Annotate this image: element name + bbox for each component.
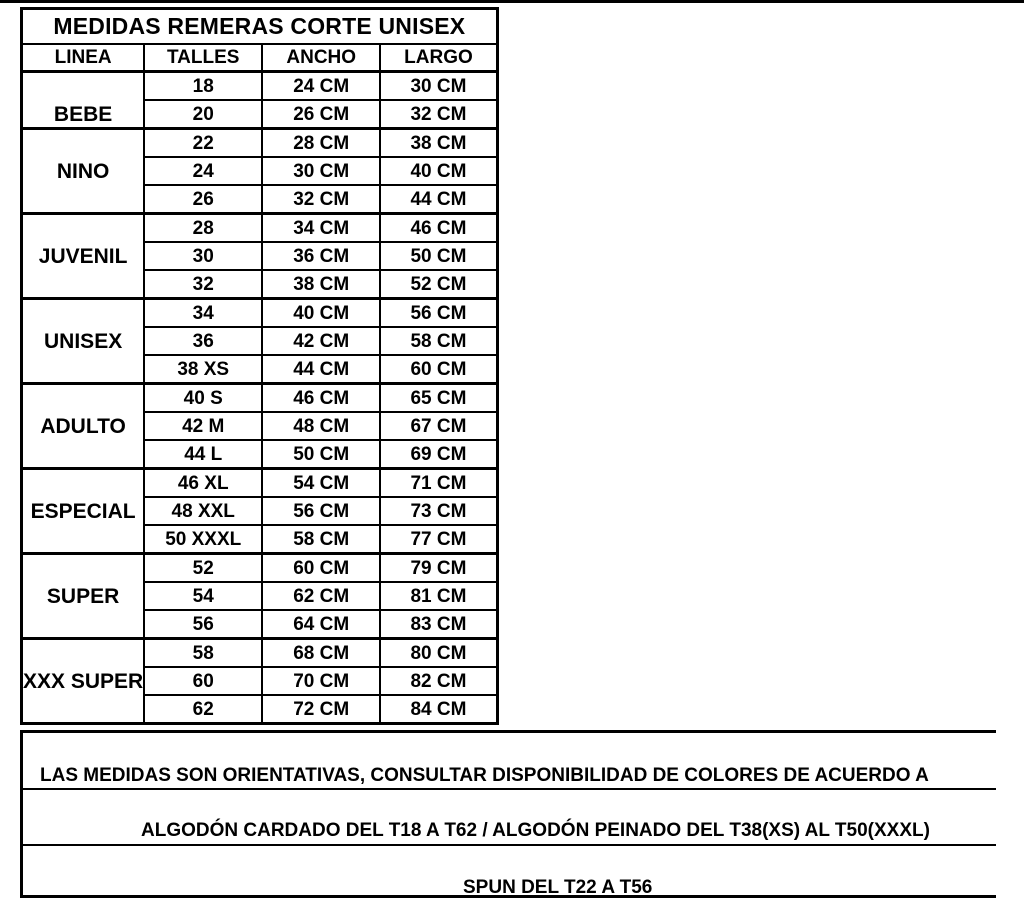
- note-row: [23, 846, 996, 898]
- largo-cell: 65 CM: [380, 384, 497, 413]
- talle-cell: 58: [144, 639, 262, 668]
- table-title: MEDIDAS REMERAS CORTE UNISEX: [22, 9, 498, 45]
- ancho-cell: 34 CM: [262, 214, 380, 243]
- ancho-cell: 42 CM: [262, 327, 380, 355]
- table-row: [22, 384, 498, 413]
- talle-cell: 20: [144, 100, 262, 129]
- ancho-cell: 60 CM: [262, 554, 380, 583]
- notes-box: [20, 730, 996, 898]
- linea-cell: SUPER: [22, 554, 145, 639]
- size-group: [22, 469, 498, 554]
- largo-cell: 83 CM: [380, 610, 497, 639]
- linea-cell: UNISEX: [22, 299, 145, 384]
- table-row: [22, 554, 498, 583]
- largo-cell: 30 CM: [380, 72, 497, 101]
- table-row: [22, 299, 498, 328]
- table-row: [22, 639, 498, 668]
- top-rule: [0, 0, 1024, 3]
- talle-cell: 40 S: [144, 384, 262, 413]
- largo-cell: 69 CM: [380, 440, 497, 469]
- talle-cell: 38 XS: [144, 355, 262, 384]
- note-fabric-text: ALGODÓN CARDADO DEL T18 A T62 / ALGODÓN PEINADO DEL T38(XS) AL T50(XXXL): [141, 820, 930, 841]
- talle-cell: 18: [144, 72, 262, 101]
- ancho-cell: 64 CM: [262, 610, 380, 639]
- talle-cell: 48 XXL: [144, 497, 262, 525]
- largo-cell: 46 CM: [380, 214, 497, 243]
- talle-cell: 50 XXXL: [144, 525, 262, 554]
- talle-cell: 46 XL: [144, 469, 262, 498]
- ancho-cell: 44 CM: [262, 355, 380, 384]
- ancho-cell: 28 CM: [262, 129, 380, 158]
- ancho-cell: 54 CM: [262, 469, 380, 498]
- size-group: [22, 639, 498, 724]
- talle-cell: 30: [144, 242, 262, 270]
- talle-cell: 44 L: [144, 440, 262, 469]
- largo-cell: 60 CM: [380, 355, 497, 384]
- note-row: [23, 733, 996, 790]
- linea-cell: JUVENIL: [22, 214, 145, 299]
- linea-cell: ADULTO: [22, 384, 145, 469]
- size-group: [22, 554, 498, 639]
- ancho-cell: 30 CM: [262, 157, 380, 185]
- note-row: [23, 790, 996, 846]
- ancho-cell: 62 CM: [262, 582, 380, 610]
- talle-cell: 54: [144, 582, 262, 610]
- ancho-cell: 38 CM: [262, 270, 380, 299]
- ancho-cell: 36 CM: [262, 242, 380, 270]
- largo-cell: 38 CM: [380, 129, 497, 158]
- largo-cell: 82 CM: [380, 667, 497, 695]
- size-group: [22, 129, 498, 214]
- talle-cell: 56: [144, 610, 262, 639]
- largo-cell: 79 CM: [380, 554, 497, 583]
- ancho-cell: 46 CM: [262, 384, 380, 413]
- largo-cell: 32 CM: [380, 100, 497, 129]
- largo-cell: 52 CM: [380, 270, 497, 299]
- size-chart-table: [20, 7, 499, 725]
- largo-cell: 58 CM: [380, 327, 497, 355]
- linea-cell: ESPECIAL: [22, 469, 145, 554]
- header-ancho: ANCHO: [262, 44, 380, 72]
- table-row: [22, 214, 498, 243]
- table-row: [22, 469, 498, 498]
- ancho-cell: 26 CM: [262, 100, 380, 129]
- size-group: [22, 384, 498, 469]
- ancho-cell: 68 CM: [262, 639, 380, 668]
- ancho-cell: 50 CM: [262, 440, 380, 469]
- talle-cell: 62: [144, 695, 262, 724]
- talle-cell: 26: [144, 185, 262, 214]
- header-linea: LINEA: [22, 44, 145, 72]
- talle-cell: 52: [144, 554, 262, 583]
- largo-cell: 80 CM: [380, 639, 497, 668]
- talle-cell: 34: [144, 299, 262, 328]
- ancho-cell: 40 CM: [262, 299, 380, 328]
- ancho-cell: 32 CM: [262, 185, 380, 214]
- largo-cell: 73 CM: [380, 497, 497, 525]
- linea-cell: XXX SUPER: [22, 639, 145, 724]
- note-spun-text: SPUN DEL T22 A T56: [463, 877, 653, 898]
- linea-cell: BEBE: [22, 72, 145, 129]
- ancho-cell: 58 CM: [262, 525, 380, 554]
- size-group: [22, 299, 498, 384]
- talle-cell: 22: [144, 129, 262, 158]
- largo-cell: 81 CM: [380, 582, 497, 610]
- table-row: [22, 129, 498, 158]
- talle-cell: 32: [144, 270, 262, 299]
- largo-cell: 71 CM: [380, 469, 497, 498]
- ancho-cell: 70 CM: [262, 667, 380, 695]
- talle-cell: 42 M: [144, 412, 262, 440]
- ancho-cell: 56 CM: [262, 497, 380, 525]
- largo-cell: 40 CM: [380, 157, 497, 185]
- linea-cell: NINO: [22, 129, 145, 214]
- talle-cell: 28: [144, 214, 262, 243]
- header-talles: TALLES: [144, 44, 262, 72]
- largo-cell: 44 CM: [380, 185, 497, 214]
- talle-cell: 60: [144, 667, 262, 695]
- size-group: [22, 214, 498, 299]
- size-group: [22, 72, 498, 129]
- largo-cell: 77 CM: [380, 525, 497, 554]
- talle-cell: 36: [144, 327, 262, 355]
- ancho-cell: 72 CM: [262, 695, 380, 724]
- largo-cell: 67 CM: [380, 412, 497, 440]
- table-row: [22, 72, 498, 101]
- talle-cell: 24: [144, 157, 262, 185]
- header-largo: LARGO: [380, 44, 497, 72]
- ancho-cell: 48 CM: [262, 412, 380, 440]
- largo-cell: 84 CM: [380, 695, 497, 724]
- largo-cell: 56 CM: [380, 299, 497, 328]
- note-availability-text: LAS MEDIDAS SON ORIENTATIVAS, CONSULTAR DISPONIBILIDAD DE COLORES DE ACUERDO A: [40, 765, 929, 786]
- largo-cell: 50 CM: [380, 242, 497, 270]
- ancho-cell: 24 CM: [262, 72, 380, 101]
